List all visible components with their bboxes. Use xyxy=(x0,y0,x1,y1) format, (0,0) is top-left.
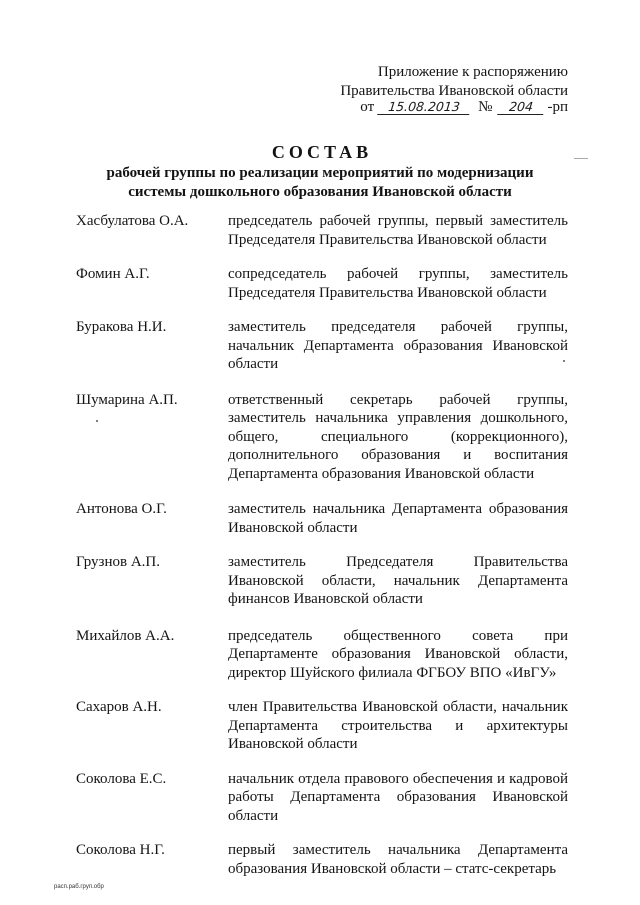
member-name: Михайлов А.А. xyxy=(76,627,175,644)
members-list xyxy=(76,212,568,878)
scan-speck xyxy=(563,360,565,362)
member-name: Грузнов А.П. xyxy=(76,554,160,570)
from-label: от xyxy=(360,99,375,115)
member-role: заместитель начальника Департамента образования Ивановской области xyxy=(228,501,568,536)
member-role: первый заместитель начальника Департамента образования Ивановской области – статс-секретарь xyxy=(228,842,568,877)
appendix-date-number-line xyxy=(320,99,568,116)
member-name: Соколова Е.С. xyxy=(76,770,167,787)
member-role: начальник отдела правового обеспечения и кадровой работы Департамента образования Ивановской области xyxy=(228,770,568,824)
member-role: заместитель Председателя Правительства Ивановской области, начальник Департамента финансов Ивановской области xyxy=(228,554,568,607)
member-name: Антонова О.Г. xyxy=(76,501,167,517)
member-name: Хасбулатова О.А. xyxy=(76,213,189,229)
member-row xyxy=(76,391,568,484)
member-row xyxy=(76,841,568,878)
member-row xyxy=(76,265,568,302)
member-row xyxy=(76,627,568,683)
member-name: Сахаров А.Н. xyxy=(76,699,162,715)
scan-speck xyxy=(574,158,588,159)
member-row xyxy=(76,698,568,754)
order-date: 15.08.2013 xyxy=(377,100,471,115)
scan-speck xyxy=(96,420,98,422)
member-row xyxy=(76,770,568,826)
member-name: Шумарина А.П. xyxy=(76,391,178,408)
appendix-line-2: Правительства Ивановской области xyxy=(340,83,568,99)
member-row xyxy=(76,212,568,249)
member-row xyxy=(76,500,568,537)
appendix-line-1: Приложение к распоряжению xyxy=(377,64,568,80)
file-name-footer: расп.раб.груп.обр xyxy=(54,884,104,890)
member-role: ответственный секретарь рабочей группы, заместитель начальника управления дошкольного, общего, специального (коррекционного), дополнительного образования и воспитания Департамента образования Ивановской области xyxy=(228,391,568,482)
member-role: председатель общественного совета при Департаменте образования Ивановской области, директор Шуйского филиала ФГБОУ ВПО «ИвГУ» xyxy=(228,627,568,681)
number-sign: № xyxy=(478,99,493,115)
member-role: член Правительства Ивановской области, начальник Департамента строительства и архитектуры Ивановской области xyxy=(228,699,568,752)
member-name: Соколова Н.Г. xyxy=(76,842,165,858)
member-role: сопредседатель рабочей группы, заместитель Председателя Правительства Ивановской области xyxy=(228,266,568,301)
member-name: Буракова Н.И. xyxy=(76,319,167,335)
document-title: СОСТАВ xyxy=(271,142,373,162)
member-row xyxy=(76,553,568,609)
member-row xyxy=(76,318,568,374)
member-role: заместитель председателя рабочей группы, начальник Департамента образования Ивановской области xyxy=(228,319,568,372)
member-name: Фомин А.Г. xyxy=(76,266,150,282)
member-role: председатель рабочей группы, первый заместитель Председателя Правительства Ивановской области xyxy=(228,213,568,248)
order-suffix: -рп xyxy=(547,99,568,115)
order-number: 204 xyxy=(498,100,546,115)
document-subtitle-line-2: системы дошкольного образования Ивановской области xyxy=(128,184,512,200)
document-subtitle-line-1: рабочей группы по реализации мероприятий по модернизации xyxy=(106,165,534,181)
